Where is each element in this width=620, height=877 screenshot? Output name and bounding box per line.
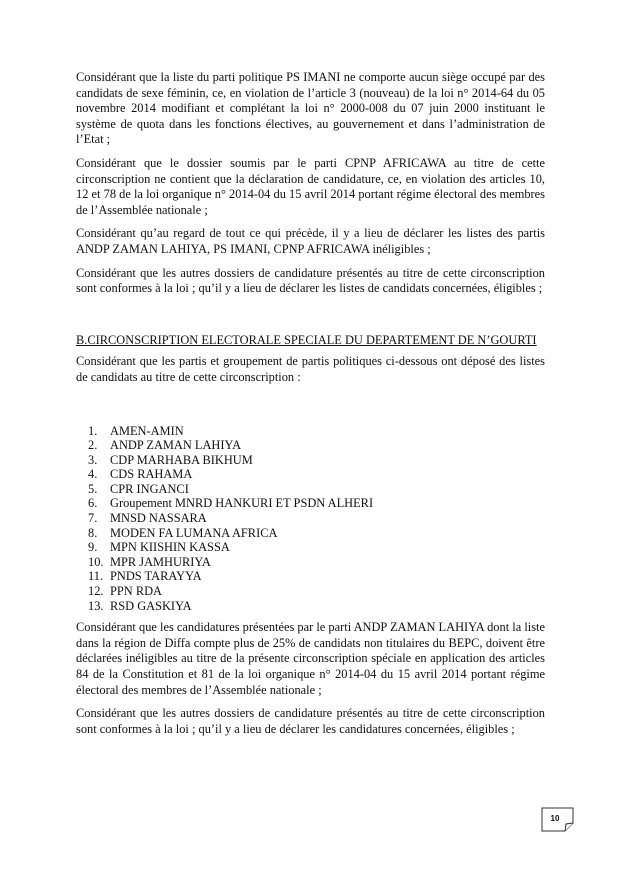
paragraph-ineligible-lists: Considérant qu’au regard de tout ce qui précède, il y a lieu de déclarer les listes des partis ANDP ZAMAN LAHIYA, PS IMANI, CPNP AFRICAWA inéligibles ; [76,226,545,256]
list-item [88,438,545,453]
list-item-name: CDS RAHAMA [110,467,193,482]
list-item-name: RSD GASKIYA [110,598,192,613]
list-item-name: Groupement MNRD HANKURI ET PSDN ALHERI [110,496,374,511]
section-heading-title: CIRCONSCRIPTION ELECTORALE SPECIALE DU DEPARTEMENT DE N’GOURTI [87,332,537,347]
list-item-name: PPN RDA [110,584,162,599]
list-item [88,526,545,541]
list-item-number: 6. [88,496,98,511]
parties-list [76,424,545,614]
list-item-number: 8. [88,525,98,540]
list-item-name: MPR JAMHURIYA [110,554,211,569]
page-number-badge [541,807,574,832]
paragraph-eligible-candidatures: Considérant que les autres dossiers de candidature présentés au titre de cette circonscription sont conformes à la loi ; qu’il y a lieu de déclarer les candidatures concernées, éligibles ; [76,706,545,736]
paragraph-andp-ineligible: Considérant que les candidatures présentées par le parti ANDP ZAMAN LAHIYA dont la liste dans la région de Diffa compte plus de 25% de candidats non titulaires du BEPC, doivent être déclarées inéligibles au titre de la présente circonscription spéciale en application des articles 84 de la Constitution et 81 de la loi organique n° 2014-04 du 15 avril 2014 portant régime électoral des membres de l’Assemblée nationale ; [76,620,545,697]
list-item [88,599,545,614]
list-item [88,569,545,584]
list-item [88,453,545,468]
list-item-number: 10. [88,554,104,569]
list-item-name: PNDS TARAYYA [110,569,202,584]
list-item-name: CPR INGANCI [110,481,189,496]
list-item [88,424,545,439]
list-item [88,496,545,511]
paragraph-intro: Considérant que les partis et groupement de partis politiques ci-dessous ont déposé des listes de candidats au titre de cette circonscription : [76,354,545,384]
paragraph-cpnp-africawa: Considérant que le dossier soumis par le parti CPNP AFRICAWA au titre de cette circonscription ne contient que la déclaration de candidature, ce, en violation des articles 10, 12 et 78 de la loi organique n° 2014-04 du 15 avril 2014 portant régime électoral des membres de l’Assemblée nationale ; [76,155,545,217]
list-item [88,467,545,482]
page-number: 10 [550,814,560,823]
list-item [88,555,545,570]
list-item [88,584,545,599]
section-heading-prefix: B. [76,332,88,347]
list-item-number: 1. [88,423,98,438]
section-heading [76,333,545,349]
list-item [88,482,545,497]
list-item-number: 5. [88,481,98,496]
list-item-name: MNSD NASSARA [110,511,207,526]
list-item-name: MPN KIISHIN KASSA [110,540,230,555]
paragraph-ps-imani: Considérant que la liste du parti politique PS IMANI ne comporte aucun siège occupé par des candidats de sexe féminin, ce, en violation de l’article 3 (nouveau) de la loi n° 2014-64 du 05 novembre 2014 modifiant et complétant la loi n° 2000-008 du 07 juin 2000 instituant le système de quota dans les fonctions électives, au gouvernement et dans l’administration de l’Etat ; [76,70,545,147]
list-item-number: 13. [88,598,104,613]
list-item-number: 2. [88,438,98,453]
list-item [88,511,545,526]
paragraph-eligible-lists: Considérant que les autres dossiers de candidature présentés au titre de cette circonscription sont conformes à la loi ; qu’il y a lieu de déclarer les listes de candidats concernées, éligibles ; [76,265,545,296]
list-item-number: 3. [88,452,98,467]
list-item-number: 9. [88,540,98,555]
list-item-number: 7. [88,511,98,526]
list-item-number: 12. [88,584,104,599]
page-content [76,70,545,745]
list-item [88,540,545,555]
list-item-number: 11. [88,569,104,584]
list-item-name: AMEN-AMIN [110,423,184,438]
list-item-name: MODEN FA LUMANA AFRICA [110,525,278,540]
list-item-name: CDP MARHABA BIKHUM [110,452,253,467]
list-item-name: ANDP ZAMAN LAHIYA [110,438,242,453]
list-item-number: 4. [88,467,98,482]
